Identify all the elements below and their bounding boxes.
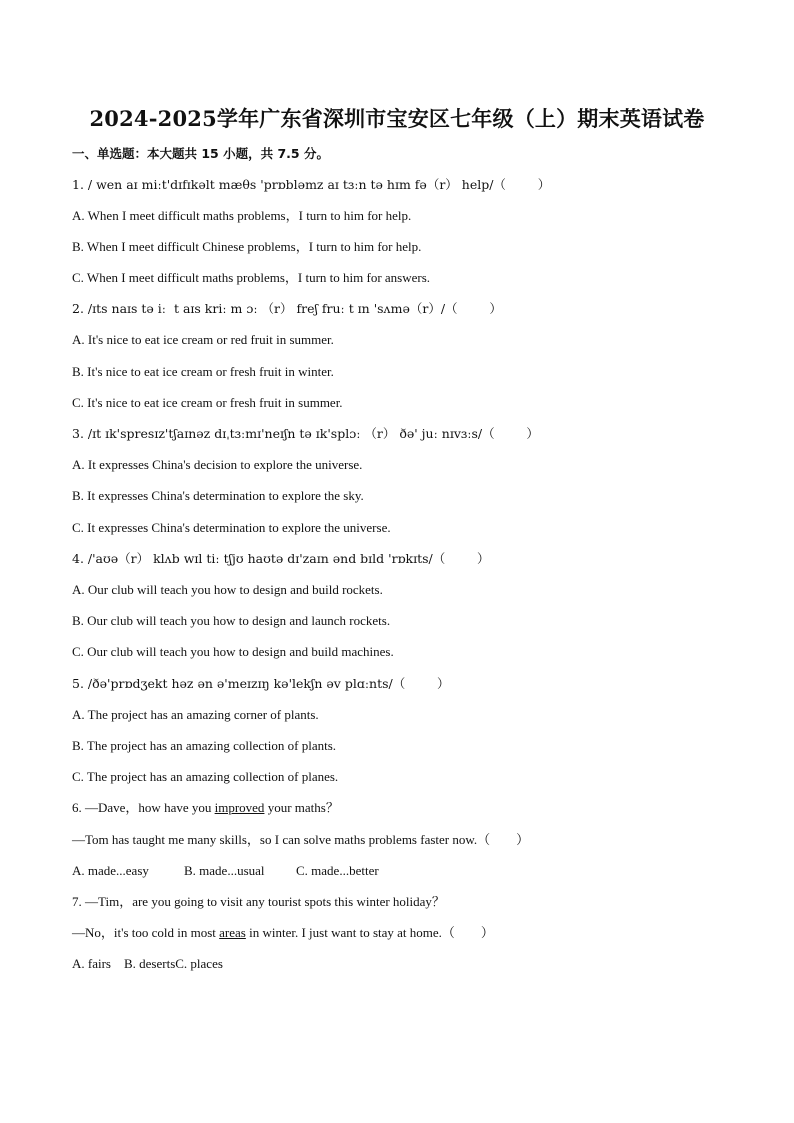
question-4-option-b: B. Our club will teach you how to design and launch rockets. xyxy=(72,613,391,628)
question-1-option-b: B. When I meet difficult Chinese problems，I turn to him for help. xyxy=(72,239,422,254)
question-4-option-c: C. Our club will teach you how to design and build machines. xyxy=(72,644,394,659)
question-5-option-a: A. The project has an amazing corner of plants. xyxy=(72,707,319,722)
question-7-stem: 7. —Tim，are you going to visit any tourist spots this winter holiday？ xyxy=(72,894,445,909)
question-6-options xyxy=(72,863,379,879)
question-7-response xyxy=(72,925,494,941)
question-7-response-pre: —No，it's too cold in most xyxy=(72,925,220,940)
question-3-option-c: C. It expresses China's determination to explore the universe. xyxy=(72,520,391,535)
question-3-option-a: A. It expresses China's decision to explore the universe. xyxy=(72,457,363,472)
question-7-options: A. fairs B. desertsC. places xyxy=(72,956,223,971)
exam-title: 2024-2025学年广东省深圳市宝安区七年级（上）期末英语试卷 xyxy=(89,106,705,131)
question-2-option-a: A. It's nice to eat ice cream or red fruit in summer. xyxy=(72,332,334,347)
question-2-option-c: C. It's nice to eat ice cream or fresh fruit in summer. xyxy=(72,395,343,410)
question-1-option-a: A. When I meet difficult maths problems，I turn to him for help. xyxy=(72,208,412,223)
question-7-response-post: in winter. I just want to stay at home.（ ） xyxy=(245,925,494,940)
question-6-stem-pre: 6. —Dave，how have you xyxy=(72,800,215,815)
question-6-underlined-word: improved xyxy=(214,800,265,815)
question-6-response: —Tom has taught me many skills，so I can solve maths problems faster now.（ ） xyxy=(72,832,530,847)
section-heading: 一、单选题：本大题共 15 小题，共 7.5 分。 xyxy=(72,146,329,161)
question-1-option-c: C. When I meet difficult maths problems，I turn to him for answers. xyxy=(72,270,431,285)
question-7-underlined-word: areas xyxy=(219,925,246,940)
question-6-option-c: C. made...better xyxy=(296,863,379,878)
question-1-stem: 1. / wen aɪ miːt'dɪfɪkəlt mæθs 'prɒbləmz aɪ tɜːn tə hɪm fə（r） help/（ ） xyxy=(72,177,551,192)
question-5-option-c: C. The project has an amazing collection of planes. xyxy=(72,769,339,784)
question-6-option-a: A. made...easy xyxy=(72,863,149,878)
question-3-option-b: B. It expresses China's determination to explore the sky. xyxy=(72,488,364,503)
question-4-option-a: A. Our club will teach you how to design and build rockets. xyxy=(72,582,383,597)
question-4-stem: 4. /'aʊə（r） klʌb wɪl tiː tʃjʊ haʊtə dɪ'zaɪn ənd bɪld 'rɒkɪts/（ ） xyxy=(72,551,490,566)
question-6-stem xyxy=(72,800,339,816)
question-6-stem-post: your maths？ xyxy=(264,800,339,815)
question-3-stem: 3. /ɪt ɪk'spresɪz'tʃaɪnəz dɪˌtɜːmɪ'neɪʃn tə ɪk'splɔː （r） ðə' juː nɪvɜːs/（ ） xyxy=(72,426,539,441)
question-2-stem: 2. /ɪts naɪs tə iː t aɪs kriː m ɔː （r） freʃ fruː t ɪn 'sʌmə（r）/（ ） xyxy=(72,301,502,316)
question-5-stem: 5. /ðə'prɒdʒekt həz ən ə'meɪzɪŋ kə'lekʃn əv plɑːnts/（ ） xyxy=(72,676,450,691)
question-5-option-b: B. The project has an amazing collection of plants. xyxy=(72,738,337,753)
question-2-option-b: B. It's nice to eat ice cream or fresh fruit in winter. xyxy=(72,364,334,379)
question-6-option-b: B. made...usual xyxy=(184,863,265,878)
